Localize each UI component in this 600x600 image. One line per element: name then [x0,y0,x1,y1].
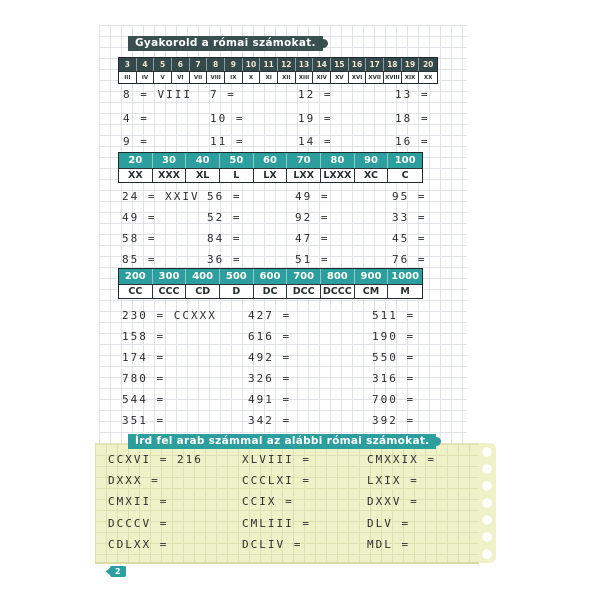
exercise-cell: 10 = [210,111,245,125]
roman-cell: LXXX [321,168,355,182]
exercise-cell: 544 = [122,393,166,406]
task-header-practice: Gyakorold a római számokat. [128,36,323,51]
page-number-badge: 2 [110,566,126,577]
roman-cell: XXX [153,168,187,182]
number-cell: 11 [260,58,278,71]
exercise-cell: DCLIV = [242,537,303,551]
number-cell: 50 [220,153,254,168]
roman-cell: XIX [402,71,420,83]
exercise-cell: CMLIII = [242,516,311,530]
exercise-cell: DCCCV = [108,516,169,530]
roman-cell: LXX [287,168,321,182]
roman-cell: III [119,71,137,83]
exercise-cell: 47 = [295,232,330,245]
number-cell: 6 [172,58,190,71]
tens-roman-row [119,168,422,182]
roman-cell: DCCC [321,284,355,298]
tens-conversion-table [118,152,423,183]
roman-cell: L [220,168,254,182]
exercise-cell: 84 = [207,232,242,245]
exercise-cell: 19 = [298,111,333,125]
exercise-cell: 33 = [392,211,427,224]
roman-cell: IV [137,71,155,83]
exercise-cell: 491 = [248,393,292,406]
exercise-cell: MDL = [367,537,411,551]
exercise-cell: CCIX = [242,495,294,509]
exercise-cell: 316 = [372,372,416,385]
exercise-cell: 511 = [372,309,416,322]
number-cell: 400 [186,269,220,284]
units-number-row [119,58,437,71]
number-cell: 15 [331,58,349,71]
roman-cell: XX [419,71,437,83]
roman-cell: VI [172,71,190,83]
exercise-cell: XLVIII = [242,453,311,466]
number-cell: 20 [119,153,153,168]
exercise-cell: 92 = [295,211,330,224]
roman-cell: C [388,168,422,182]
units-exercise-grid [123,88,463,159]
exercise-cell: 16 = [395,135,430,148]
exercise-cell: 427 = [248,309,292,322]
exercise-cell: 342 = [248,414,292,427]
exercise-cell: 326 = [248,372,292,385]
exercise-cell: 392 = [372,414,416,427]
roman-cell: XC [355,168,389,182]
roman-cell: XIII [296,71,314,83]
number-cell: 40 [186,153,220,168]
exercise-cell: 780 = [122,372,166,385]
number-cell: 8 [207,58,225,71]
task-header-roman-to-arabic: Írd fel arab számmal az alábbi római számokat. [128,434,436,449]
exercise-cell: 95 = [392,190,427,203]
hundreds-roman-row [119,284,422,298]
roman-cell: CC [119,284,153,298]
roman-cell: X [243,71,261,83]
units-roman-row [119,71,437,83]
exercise-cell: 550 = [372,351,416,364]
exercise-cell: 9 = [123,135,149,148]
number-cell: 800 [321,269,355,284]
roman-cell: XV [331,71,349,83]
roman-cell: XI [260,71,278,83]
exercise-cell: 11 = [210,135,245,148]
exercise-cell: CCXVI = 216 [108,453,203,466]
number-cell: 17 [366,58,384,71]
number-cell: 70 [287,153,321,168]
exercise-cell: 36 = [207,253,242,266]
roman-cell: XVIII [384,71,402,83]
roman-cell: XIV [313,71,331,83]
exercise-cell: 18 = [395,111,430,125]
exercise-cell: 616 = [248,330,292,343]
roman-cell: VIII [207,71,225,83]
number-cell: 16 [349,58,367,71]
exercise-cell: DLV = [367,516,411,530]
number-cell: 100 [388,153,422,168]
exercise-cell: 230 = CCXXX [122,309,217,322]
number-cell: 20 [419,58,437,71]
exercise-cell: 76 = [392,253,427,266]
tens-number-row [119,153,422,168]
exercise-cell: 4 = [123,111,149,125]
number-cell: 5 [154,58,172,71]
roman-cell: CD [186,284,220,298]
hundreds-conversion-table [118,268,423,299]
roman-cell: XVI [349,71,367,83]
exercise-cell: 190 = [372,330,416,343]
exercise-cell: 45 = [392,232,427,245]
exercise-cell: 49 = [122,211,157,224]
number-cell: 9 [225,58,243,71]
number-cell: 10 [243,58,261,71]
number-cell: 700 [287,269,321,284]
exercise-cell: 85 = [122,253,157,266]
binder-holes [479,443,496,563]
exercise-cell: CMXII = [108,495,169,509]
roman-to-arabic-exercise-grid [108,453,470,559]
roman-cell: M [388,284,422,298]
exercise-cell: 8 = VIII [123,88,192,101]
number-cell: 200 [119,269,153,284]
hundreds-number-row [119,269,422,284]
number-cell: 80 [321,153,355,168]
number-cell: 300 [153,269,187,284]
number-cell: 90 [355,153,389,168]
roman-cell: IX [225,71,243,83]
number-cell: 600 [254,269,288,284]
number-cell: 3 [119,58,137,71]
exercise-cell: 7 = [210,88,236,101]
exercise-cell: 174 = [122,351,166,364]
roman-cell: XL [186,168,220,182]
roman-cell: DCC [287,284,321,298]
exercise-cell: CCCLXI = [242,474,311,488]
exercise-cell: DXXV = [367,495,419,509]
exercise-cell: 52 = [207,211,242,224]
exercise-cell: 13 = [395,88,430,101]
number-cell: 7 [190,58,208,71]
exercise-cell: 12 = [298,88,333,101]
number-cell: 1000 [388,269,422,284]
roman-cell: LX [254,168,288,182]
hundreds-exercise-grid [122,309,457,435]
roman-cell: CCC [153,284,187,298]
number-cell: 30 [153,153,187,168]
number-cell: 13 [296,58,314,71]
roman-cell: D [220,284,254,298]
roman-cell: VII [190,71,208,83]
exercise-cell: CMXXIX = [367,453,436,466]
exercise-cell: DXXX = [108,474,160,488]
exercise-cell: 351 = [122,414,166,427]
roman-cell: CM [355,284,389,298]
exercise-cell: 158 = [122,330,166,343]
exercise-cell: LXIX = [367,474,419,488]
number-cell: 500 [220,269,254,284]
exercise-cell: 51 = [295,253,330,266]
number-cell: 19 [402,58,420,71]
tens-exercise-grid [122,190,462,274]
exercise-cell: 700 = [372,393,416,406]
number-cell: 60 [254,153,288,168]
roman-cell: DC [254,284,288,298]
exercise-cell: 56 = [207,190,242,203]
roman-cell: XII [278,71,296,83]
number-cell: 14 [313,58,331,71]
number-cell: 18 [384,58,402,71]
exercise-cell: 58 = [122,232,157,245]
roman-cell: V [154,71,172,83]
exercise-cell: 492 = [248,351,292,364]
exercise-cell: 24 = XXIV [122,190,200,203]
roman-cell: XVII [366,71,384,83]
exercise-cell: 14 = [298,135,333,148]
units-conversion-table [118,57,438,84]
roman-cell: XX [119,168,153,182]
number-cell: 12 [278,58,296,71]
number-cell: 900 [355,269,389,284]
exercise-cell: 49 = [295,190,330,203]
number-cell: 4 [137,58,155,71]
exercise-cell: CDLXX = [108,537,169,551]
